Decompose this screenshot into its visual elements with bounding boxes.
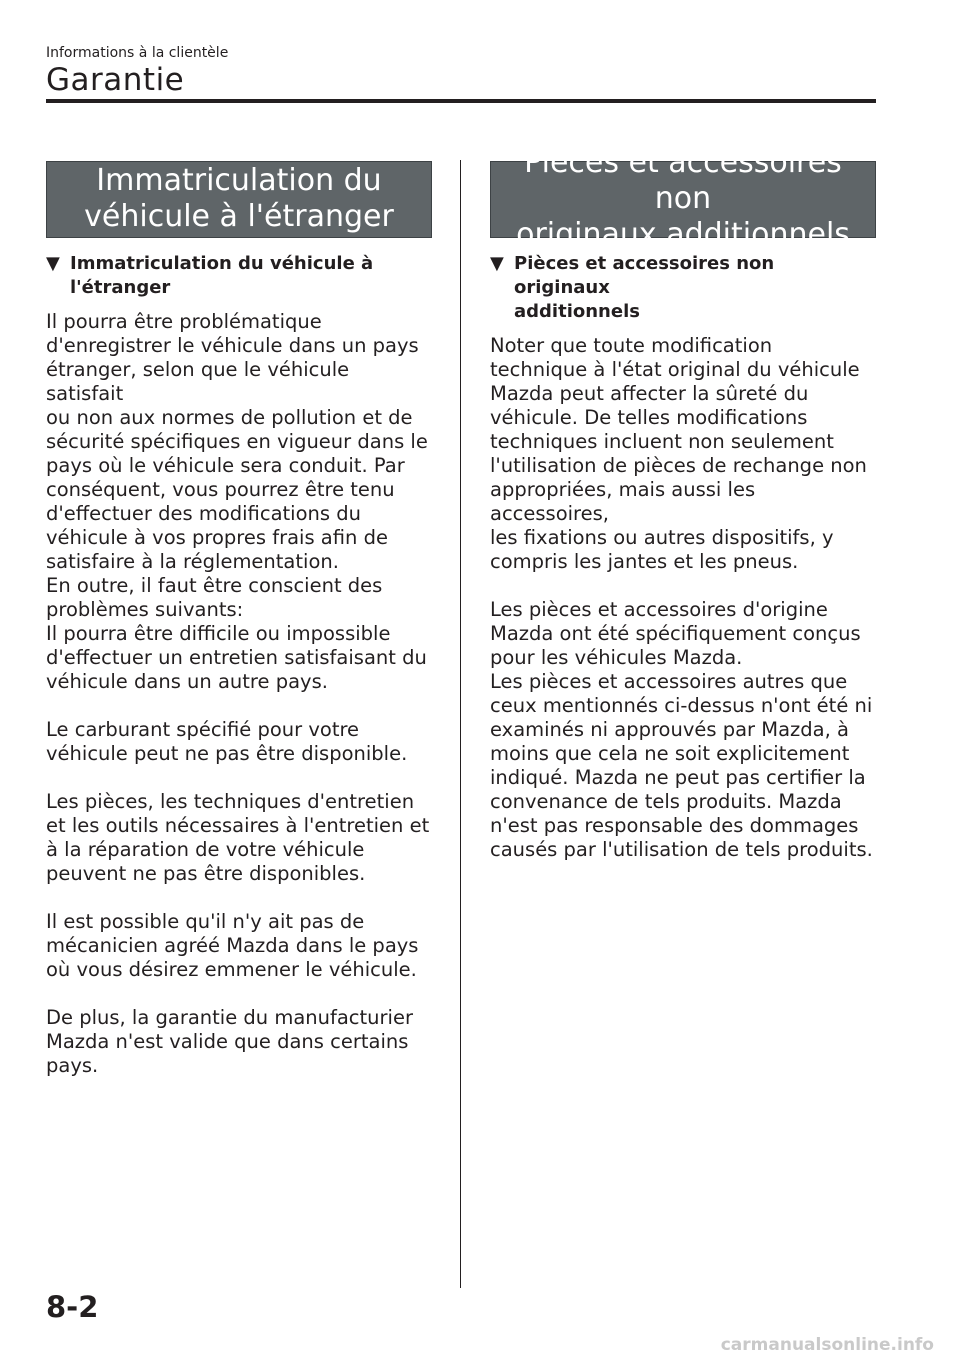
text-line: peuvent ne pas être disponibles. (46, 862, 366, 885)
page-number: 8-2 (46, 1290, 99, 1324)
accessories-body (490, 334, 876, 862)
text-line: causés par l'utilisation de tels produits. (490, 838, 873, 861)
text-line: à la réparation de votre véhicule (46, 838, 365, 861)
text-line: véhicule peut ne pas être disponible. (46, 742, 408, 765)
text-line: conséquent, vous pourrez être tenu (46, 478, 395, 501)
text-line: De plus, la garantie du manufacturier (46, 1006, 413, 1029)
text-line: indiqué. Mazda ne peut pas certifier la (490, 766, 866, 789)
text-line: moins que cela ne soit explicitement (490, 742, 850, 765)
subheading-line: Immatriculation du véhicule à (70, 253, 374, 274)
breadcrumb: Informations à la clientèle (46, 45, 229, 61)
text-line: Il pourra être difficile ou impossible (46, 622, 391, 645)
text-line: véhicule dans un autre pays. (46, 670, 328, 693)
text-line: pays. (46, 1054, 99, 1077)
text-line: Les pièces et accessoires d'origine (490, 598, 828, 621)
header-rule (46, 99, 876, 103)
banner-line: Immatriculation du (96, 162, 382, 198)
text-line: satisfaire à la réglementation. (46, 550, 339, 573)
triangle-down-icon: ▼ (490, 253, 504, 274)
text-line: ceux mentionnés ci-dessus n'ont été ni (490, 694, 873, 717)
section-banner-registration (46, 161, 432, 238)
text-line: Mazda peut affecter la sûreté du (490, 382, 809, 405)
paragraph (46, 1006, 432, 1078)
text-line: l'utilisation de pièces de rechange non (490, 454, 867, 477)
text-line: où vous désirez emmener le véhicule. (46, 958, 417, 981)
text-line: examinés ni approuvés par Mazda, à (490, 718, 849, 741)
triangle-down-icon: ▼ (46, 253, 60, 274)
text-line: Il pourra être problématique (46, 310, 322, 333)
text-line: d'effectuer un entretien satisfaisant du (46, 646, 427, 669)
paragraph (46, 310, 432, 694)
text-line: Mazda ont été spécifiquement conçus (490, 622, 861, 645)
text-line: d'effectuer des modifications du (46, 502, 361, 525)
text-line: appropriées, mais aussi les accessoires, (490, 478, 756, 525)
banner-line: originaux additionnels (516, 216, 850, 252)
text-line: étranger, selon que le véhicule satisfait (46, 358, 350, 405)
paragraph (490, 598, 876, 862)
paragraph (46, 718, 432, 766)
text-line: Mazda n'est valide que dans certains (46, 1030, 409, 1053)
text-line: Les pièces et accessoires autres que (490, 670, 848, 693)
registration-body (46, 310, 432, 1078)
subheading-line: Pièces et accessoires non originaux (514, 253, 775, 298)
text-line: Le carburant spécifié pour votre (46, 718, 360, 741)
subheading-line: l'étranger (70, 277, 171, 298)
text-line: Noter que toute modification (490, 334, 773, 357)
text-line: véhicule à vos propres frais afin de (46, 526, 388, 549)
text-line: Il est possible qu'il n'y ait pas de (46, 910, 365, 933)
text-line: ou non aux normes de pollution et de (46, 406, 413, 429)
column-divider (460, 160, 461, 1288)
banner-line: véhicule à l'étranger (84, 198, 394, 234)
paragraph (46, 790, 432, 886)
subheading-accessories (490, 252, 876, 324)
text-line: et les outils nécessaires à l'entretien et (46, 814, 430, 837)
page-header (46, 44, 876, 98)
left-column (46, 161, 432, 1078)
text-line: les fixations ou autres dispositifs, y (490, 526, 834, 549)
text-line: d'enregistrer le véhicule dans un pays (46, 334, 419, 357)
text-line: techniques incluent non seulement (490, 430, 834, 453)
right-column (490, 144, 876, 862)
text-line: véhicule. De telles modifications (490, 406, 808, 429)
text-line: pays où le véhicule sera conduit. Par (46, 454, 405, 477)
banner-line: Pièces et accessoires non (524, 144, 842, 216)
paragraph (46, 910, 432, 982)
text-line: mécanicien agréé Mazda dans le pays (46, 934, 419, 957)
chapter-title: Garantie (46, 62, 185, 98)
text-line: problèmes suivants: (46, 598, 244, 621)
text-line: n'est pas responsable des dommages (490, 814, 859, 837)
subheading-line: additionnels (514, 301, 640, 322)
section-banner-accessories (490, 144, 876, 252)
text-line: Les pièces, les techniques d'entretien (46, 790, 415, 813)
subheading-registration (46, 252, 432, 300)
text-line: technique à l'état original du véhicule (490, 358, 860, 381)
text-line: convenance de tels produits. Mazda (490, 790, 842, 813)
text-line: En outre, il faut être conscient des (46, 574, 383, 597)
watermark: carmanualsonline.info (720, 1335, 934, 1355)
paragraph (490, 334, 876, 574)
text-line: pour les véhicules Mazda. (490, 646, 743, 669)
text-line: sécurité spécifiques en vigueur dans le (46, 430, 428, 453)
text-line: compris les jantes et les pneus. (490, 550, 799, 573)
